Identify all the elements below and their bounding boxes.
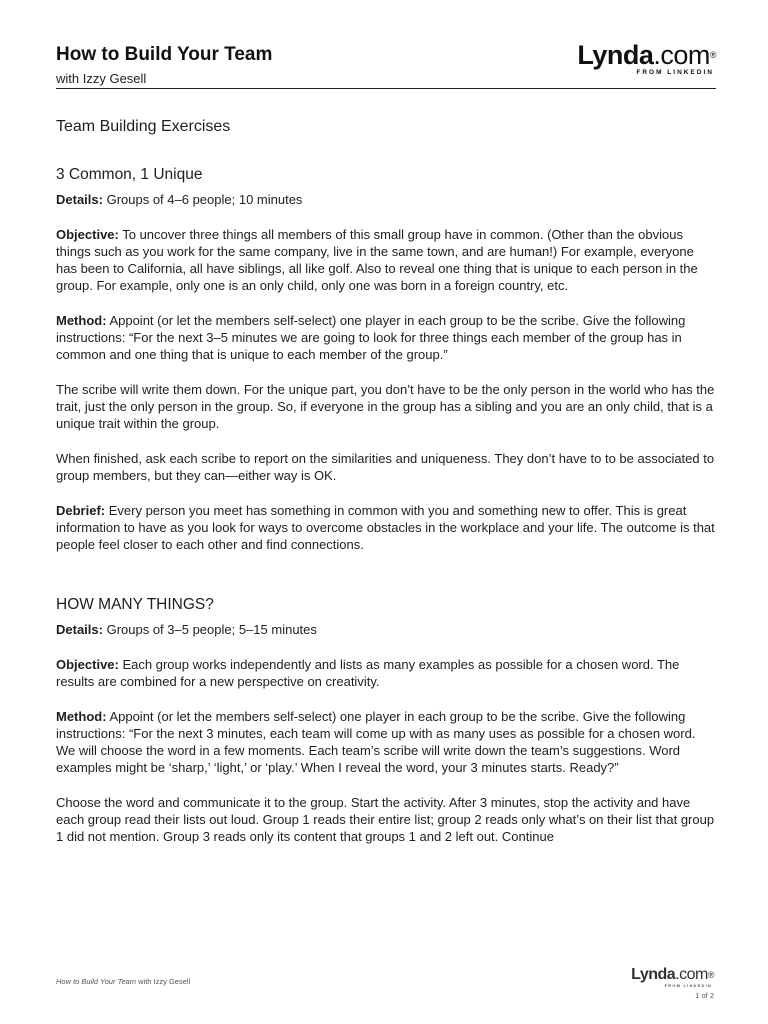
document-author: with Izzy Gesell xyxy=(56,71,147,86)
method-text: Appoint (or let the members self-select) one player in each group to be the scribe. Give the following instructions: “For the next 3 minutes, each team will come up with as many uses as possible for a chosen word. We will choose the word in a few moments. Each team’s scribe will write down the team’s suggestions. Word examples might be ‘sharp,’ ‘light,’ or ‘play.’ When I reveal the word, your 3 minutes starts. Ready?” xyxy=(56,709,696,775)
logo-dotcom: .com xyxy=(653,40,710,70)
body-paragraph: The scribe will write them down. For the unique part, you don’t have to be the only person in the world who has the trait, just the only person in the group. So, if everyone in the group has a sibling and you are an only child, that is a unique trait within the group. xyxy=(56,382,715,431)
footer-course-name: How to Build Your Team xyxy=(56,977,137,986)
objective-paragraph xyxy=(56,226,716,294)
footer-logo-tagline: FROM LINKEDIN xyxy=(664,983,712,988)
logo-tagline: FROM LINKEDIN xyxy=(636,69,714,76)
logo-brand: Lynda xyxy=(577,40,654,70)
section-title: Team Building Exercises xyxy=(56,118,231,135)
debrief-paragraph xyxy=(56,502,716,553)
lynda-logo xyxy=(577,40,716,76)
details-paragraph xyxy=(56,621,716,638)
details-paragraph xyxy=(56,191,716,208)
debrief-text: Every person you meet has something in common with you and something new to offer. This is great information to have as you look for ways to overcome obstacles in the workplace and your life. The outcome is that people feel closer to each other and find connections. xyxy=(56,503,715,552)
objective-label: Objective: xyxy=(56,657,119,672)
footer-course-title xyxy=(56,977,190,986)
method-paragraph xyxy=(56,708,716,776)
footer-author: with Izzy Gesell xyxy=(136,977,191,986)
details-text: Groups of 4–6 people; 10 minutes xyxy=(102,192,303,207)
details-text: Groups of 3–5 people; 5–15 minutes xyxy=(102,622,317,637)
footer-lynda-logo xyxy=(631,966,714,1000)
logo-registered-mark: ® xyxy=(709,50,716,60)
objective-paragraph xyxy=(56,656,716,690)
method-label: Method: xyxy=(56,709,107,724)
footer-logo-dotcom: .com xyxy=(675,966,708,983)
document-body xyxy=(56,118,716,863)
method-paragraph xyxy=(56,312,716,363)
document-footer xyxy=(56,966,716,1006)
exercise-title: HOW MANY THINGS? xyxy=(56,596,214,613)
debrief-label: Debrief: xyxy=(56,503,106,518)
document-title: How to Build Your Team xyxy=(56,44,273,65)
exercise-1 xyxy=(56,165,716,553)
objective-text: Each group works independently and lists as many examples as possible for a chosen word. The results are combined for a new perspective on creativity. xyxy=(56,657,680,689)
page-number: 1 of 2 xyxy=(695,991,714,1000)
objective-label: Objective: xyxy=(56,227,119,242)
method-label: Method: xyxy=(56,313,107,328)
document-header xyxy=(56,40,716,89)
footer-logo-registered-mark: ® xyxy=(707,970,714,980)
exercise-title: 3 Common, 1 Unique xyxy=(56,166,203,183)
exercise-2 xyxy=(56,595,716,845)
body-paragraph: When finished, ask each scribe to report on the similarities and uniqueness. They don’t have to to be associated to group members, but they can—either way is OK. xyxy=(56,451,715,483)
body-paragraph: Choose the word and communicate it to the group. Start the activity. After 3 minutes, stop the activity and have each group read their lists out loud. Group 1 reads their entire list; group 2 reads only what’s on their list that group 1 did not mention. Group 3 reads only its content that groups 1 and 2 left out. Continue xyxy=(56,795,715,844)
details-label: Details: xyxy=(56,622,103,637)
method-text: Appoint (or let the members self-select) one player in each group to be the scribe. Give the following instructions: “For the next 3–5 minutes we are going to look for three things each member of the group has in common and one thing that is unique to each member of the group.” xyxy=(56,313,686,362)
details-label: Details: xyxy=(56,192,103,207)
objective-text: To uncover three things all members of this small group have in common. (Other than the obvious things such as you work for the same company, live in the same town, and are human!) For example, everyone has been to California, all have siblings, all like golf. Also to reveal one thing that is unique to each person in the group. For example, only one is an only child, only one was born in a foreign country, etc. xyxy=(56,227,698,293)
footer-logo-brand: Lynda xyxy=(631,966,676,983)
